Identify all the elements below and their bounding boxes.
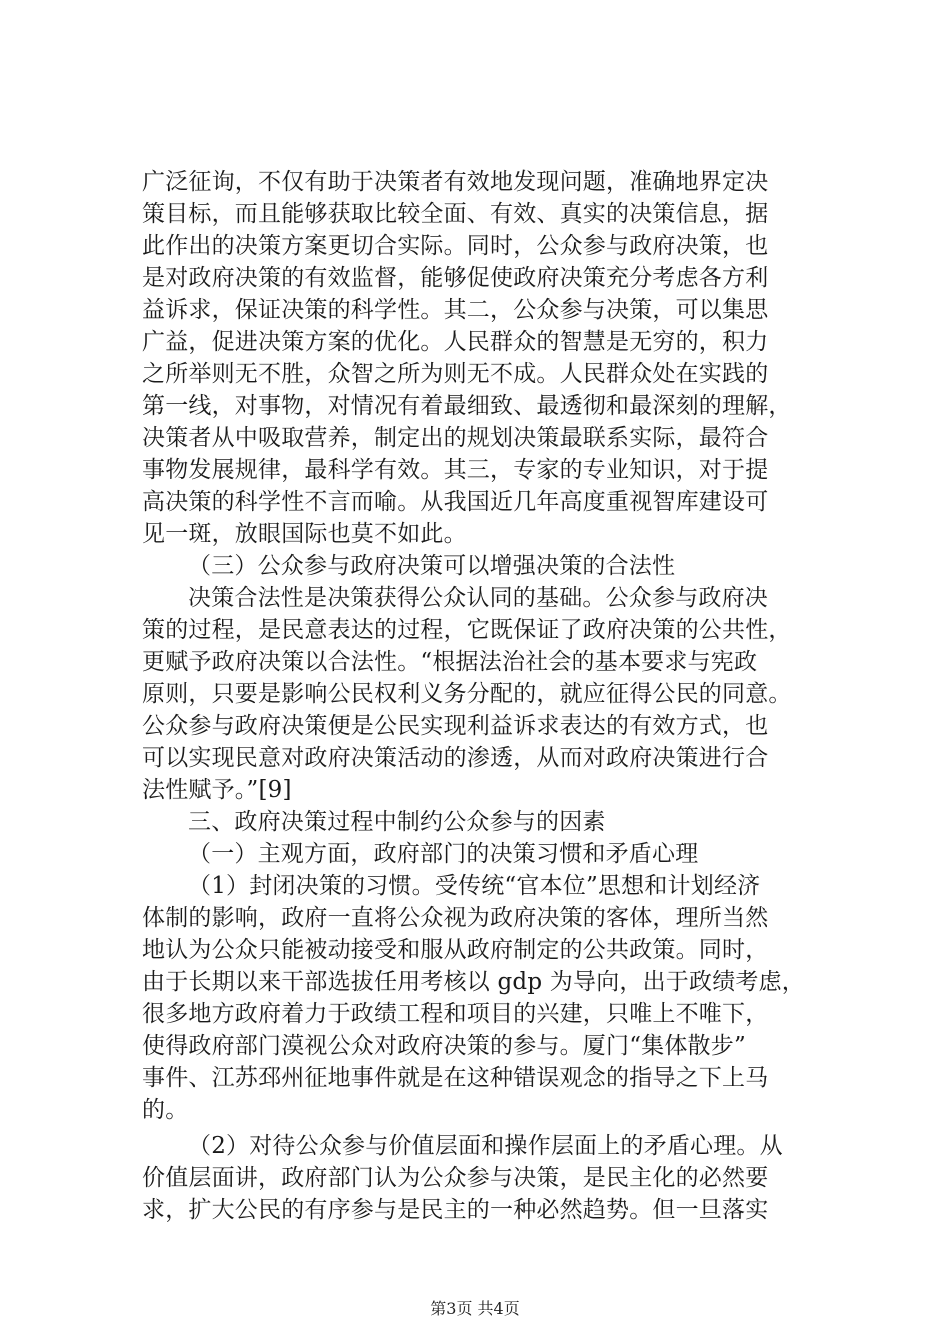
- text-line: 事件、江苏邳州征地事件就是在这种错误观念的指导之下上马: [142, 1065, 769, 1091]
- section-heading: （一）主观方面，政府部门的决策习惯和矛盾心理: [188, 841, 699, 867]
- page-number: 第3页 共4页: [430, 1299, 520, 1318]
- text-line: 原则，只要是影响公民权利义务分配的，就应征得公民的同意。: [142, 681, 792, 707]
- section-heading: （三）公众参与政府决策可以增强决策的合法性: [188, 553, 676, 579]
- text-line: 策目标，而且能够获取比较全面、有效、真实的决策信息，据: [142, 201, 769, 227]
- text-line: 更赋予政府决策以合法性。“根据法治社会的基本要求与宪政: [142, 649, 758, 675]
- text-line: 法性赋予。”[9]: [142, 777, 292, 803]
- text-line: 是对政府决策的有效监督，能够促使政府决策充分考虑各方利: [142, 265, 769, 291]
- text-line: 广泛征询，不仅有助于决策者有效地发现问题，准确地界定决: [142, 169, 769, 195]
- section-heading: 三、政府决策过程中制约公众参与的因素: [188, 809, 606, 835]
- text-line: 价值层面讲，政府部门认为公众参与决策，是民主化的必然要: [142, 1165, 769, 1191]
- text-line: 决策合法性是决策获得公众认同的基础。公众参与政府决: [188, 585, 768, 611]
- text-line: （2）对待公众参与价值层面和操作层面上的矛盾心理。从: [188, 1133, 783, 1159]
- text-line: 决策者从中吸取营养，制定出的规划决策最联系实际，最符合: [142, 425, 769, 451]
- text-line: 高决策的科学性不言而喻。从我国近几年高度重视智库建设可: [142, 489, 769, 515]
- text-line: 之所举则无不胜，众智之所为则无不成。人民群众处在实践的: [142, 361, 769, 387]
- text-line: 事物发展规律，最科学有效。其三，专家的专业知识，对于提: [142, 457, 769, 483]
- text-line: 可以实现民意对政府决策活动的渗透，从而对政府决策进行合: [142, 745, 769, 771]
- text-line: 的。: [142, 1097, 189, 1123]
- text-line: 此作出的决策方案更切合实际。同时，公众参与政府决策，也: [142, 233, 769, 259]
- text-line: 公众参与政府决策便是公民实现利益诉求表达的有效方式，也: [142, 713, 769, 739]
- text-line: 地认为公众只能被动接受和服从政府制定的公共政策。同时，: [142, 937, 769, 963]
- text-line: 益诉求，保证决策的科学性。其二，公众参与决策，可以集思: [142, 297, 769, 323]
- text-line: 第一线，对事物，对情况有着最细致、最透彻和最深刻的理解，: [142, 393, 792, 419]
- document-body: [142, 166, 842, 1226]
- text-line: 广益，促进决策方案的优化。人民群众的智慧是无穷的，积力: [142, 329, 769, 355]
- text-line: （1）封闭决策的习惯。受传统“官本位”思想和计划经济: [188, 873, 761, 899]
- text-line: 见一斑，放眼国际也莫不如此。: [142, 521, 467, 547]
- text-line: 求，扩大公民的有序参与是民主的一种必然趋势。但一旦落实: [142, 1197, 769, 1223]
- text-line: 由于长期以来干部选拔任用考核以 gdp 为导向，出于政绩考虑，: [142, 969, 805, 995]
- text-line: 体制的影响，政府一直将公众视为政府决策的客体，理所当然: [142, 905, 769, 931]
- text-line: 策的过程，是民意表达的过程，它既保证了政府决策的公共性，: [142, 617, 792, 643]
- text-line: 使得政府部门漠视公众对政府决策的参与。厦门“集体散步”: [142, 1033, 746, 1059]
- text-line: 很多地方政府着力于政绩工程和项目的兴建，只唯上不唯下，: [142, 1001, 769, 1027]
